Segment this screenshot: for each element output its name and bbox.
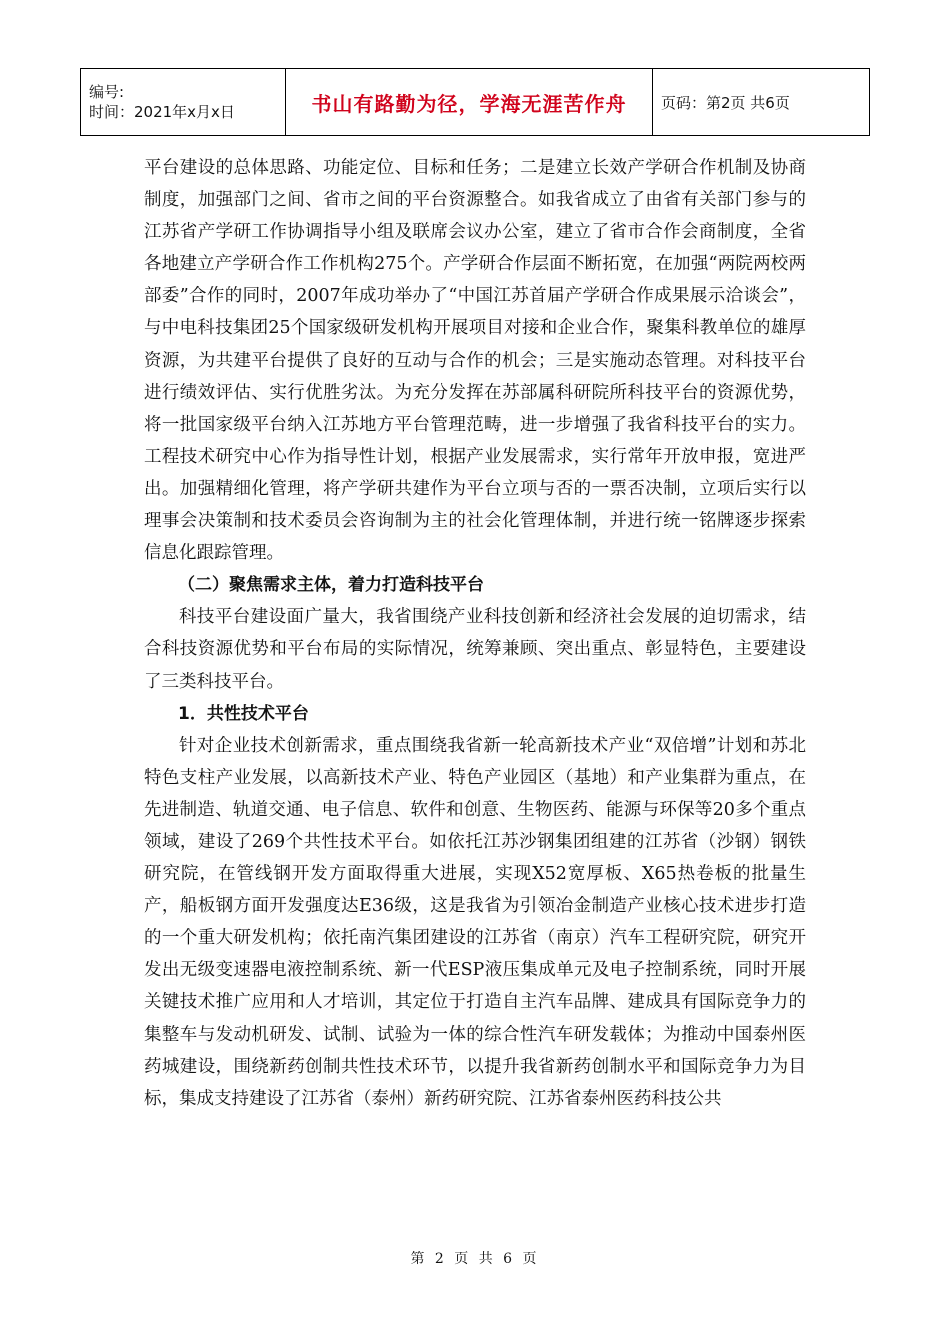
- header-meta: [81, 69, 286, 136]
- body-paragraph: 针对企业技术创新需求，重点围绕我省新一轮高新技术产业“双倍增”计划和苏北特色支柱产业发展，以高新技术产业、特色产业园区（基地）和产业集群为重点，在先进制造、轨道交通、电子信息、软件和创意、生物医药、能源与环保等20多个重点领域，建设了269个共性技术平台。如依托江苏沙钢集团组建的江苏省（沙钢）钢铁研究院，在管线钢开发方面取得重大进展，实现X52宽厚板、X65热卷板的批量生产，船板钢方面开发强度达E36级，这是我省为引领冶金制造产业核心技术进步打造的一个重大研发机构；依托南汽集团建设的江苏省（南京）汽车工程研究院，研究开发出无级变速器电液控制系统、新一代ESP液压集成单元及电子控制系统，同时开展关键技术推广应用和人才培训，其定位于打造自主汽车品牌、建成具有国际竞争力的集整车与发动机研发、试制、试验为一体的综合性汽车研发载体；为推动中国泰州医药城建设，围绕新药创制共性技术环节，以提升我省新药创制水平和国际竞争力为目标，集成支持建设了江苏省（泰州）新药研究院、江苏省泰州医药科技公共: [144, 735, 806, 1109]
- subsection-heading: 1．共性技术平台: [178, 703, 309, 724]
- header-page-code: 页码：第2页 共6页: [653, 69, 870, 136]
- body-paragraph: 科技平台建设面广量大，我省围绕产业科技创新和经济社会发展的迫切需求，结合科技资源优势和平台布局的实际情况，统筹兼顾、突出重点、彰显特色，主要建设了三类科技平台。: [144, 607, 806, 692]
- document-body: [144, 152, 806, 1115]
- page-header: [80, 68, 870, 136]
- section-heading: （二）聚焦需求主体，着力打造科技平台: [178, 575, 484, 596]
- header-motto: 书山有路勤为径，学海无涯苦作舟: [286, 69, 653, 136]
- document-number-label: 编号:: [89, 83, 125, 101]
- document-date: 时间：2021年x月x日: [89, 103, 235, 121]
- page-footer: 第 2 页 共 6 页: [410, 1251, 540, 1267]
- body-paragraph: 平台建设的总体思路、功能定位、目标和任务；二是建立长效产学研合作机制及协商制度，加强部门之间、省市之间的平台资源整合。如我省成立了由省有关部门参与的江苏省产学研工作协调指导小组及联席会议办公室，建立了省市合作会商制度，全省各地建立产学研合作工作机构275个。产学研合作层面不断拓宽，在加强“两院两校两部委”合作的同时，2007年成功举办了“中国江苏首届产学研合作成果展示洽谈会”，与中电科技集团25个国家级研发机构开展项目对接和企业合作，聚集科教单位的雄厚资源，为共建平台提供了良好的互动与合作的机会；三是实施动态管理。对科技平台进行绩效评估、实行优胜劣汰。为充分发挥在苏部属科研院所科技平台的资源优势，将一批国家级平台纳入江苏地方平台管理范畴，进一步增强了我省科技平台的实力。工程技术研究中心作为指导性计划，根据产业发展需求，实行常年开放申报，宽进严出。加强精细化管理，将产学研共建作为平台立项与否的一票否决制，立项后实行以理事会决策制和技术委员会咨询制为主的社会化管理体制，并进行统一铭牌逐步探索信息化跟踪管理。: [144, 158, 806, 564]
